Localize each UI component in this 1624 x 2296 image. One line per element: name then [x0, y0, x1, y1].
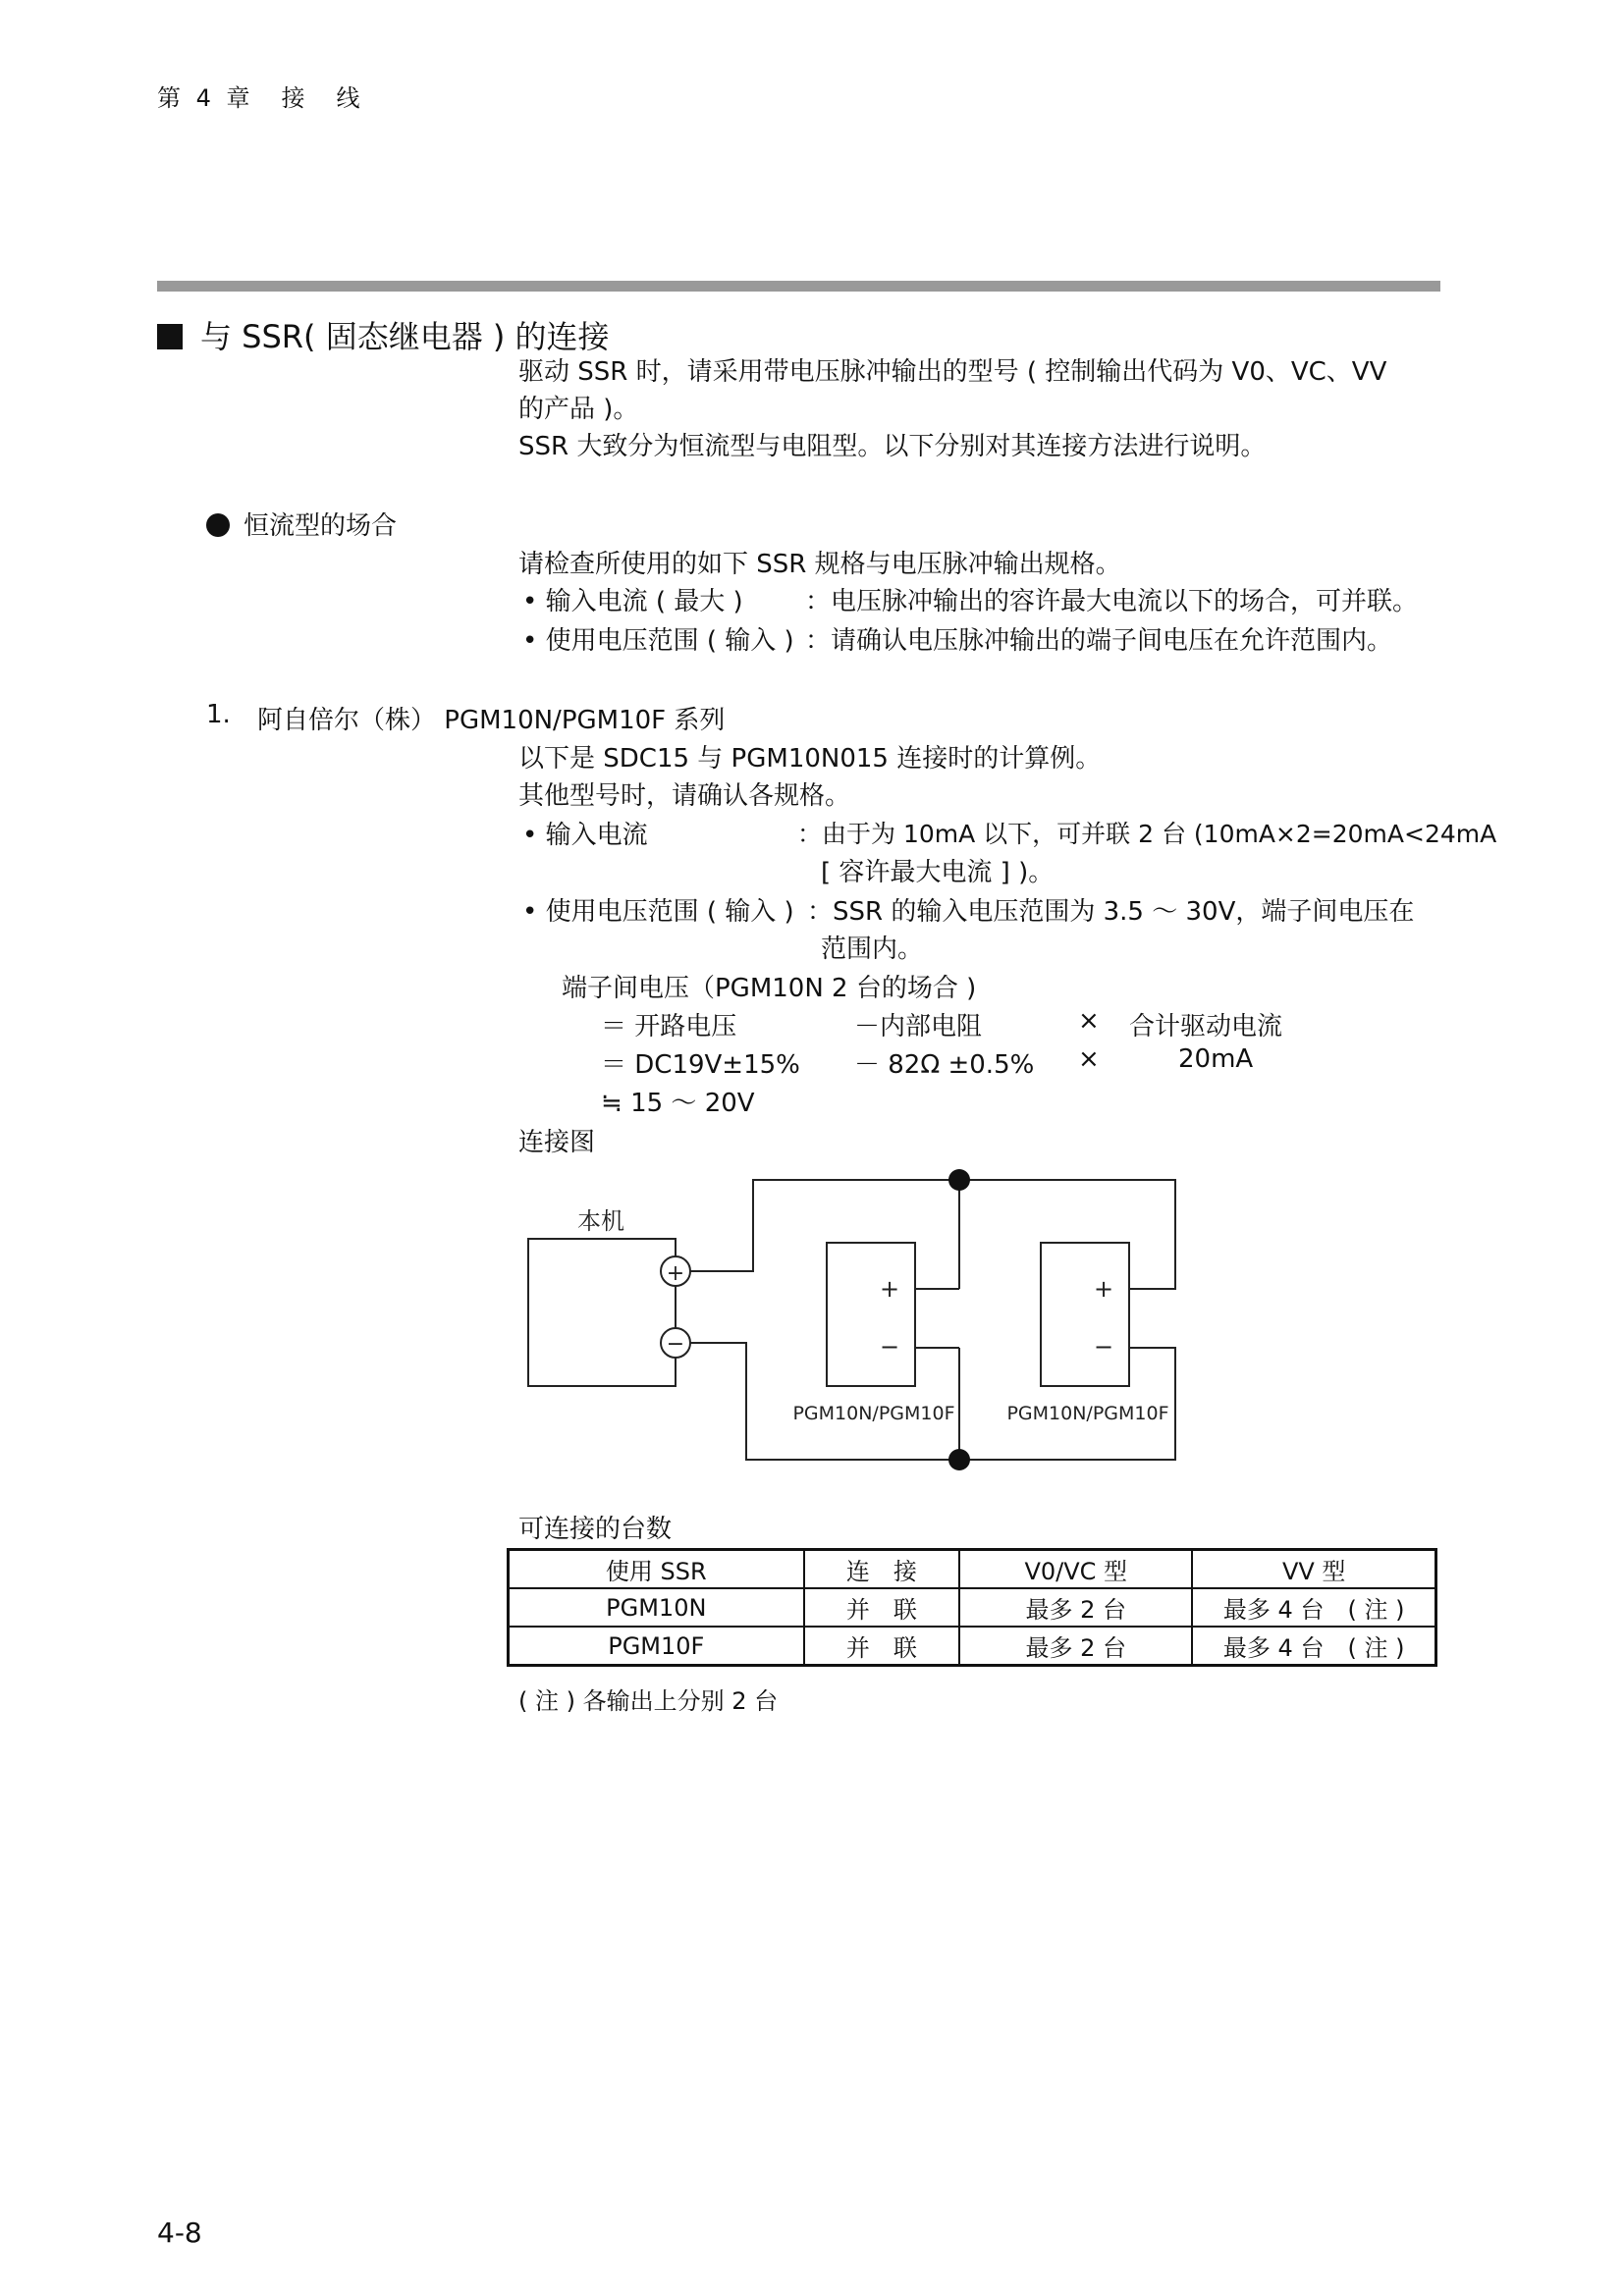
connection-diagram — [511, 1158, 1198, 1482]
calc-row2-a: ＝ DC19V±15% — [601, 1050, 800, 1080]
table-note: ( 注 ) 各输出上分别 2 台 — [518, 1687, 779, 1715]
calc-result: ≒ 15 ～ 20V — [601, 1089, 755, 1118]
table-cell: 并 联 — [804, 1627, 960, 1666]
table-cell: 最多 4 台 ( 注 ) — [1192, 1588, 1435, 1627]
voltage-label: • 使用电压范围 ( 输入 ) — [522, 897, 794, 927]
ssr2-plus-sign: + — [1093, 1275, 1114, 1303]
item-title: 阿自倍尔（株） PGM10N/PGM10F 系列 — [257, 706, 726, 735]
subsection-title — [206, 506, 397, 542]
table-header-cell: V0/VC 型 — [959, 1550, 1192, 1589]
current-text-1: ：由于为 10mA 以下，可并联 2 台 (10mA×2=20mA<24mA — [797, 820, 1497, 848]
calc-row1-a: ＝ 开路电压 — [601, 1012, 737, 1041]
voltage-text-1: ：SSR 的输入电压范围为 3.5 ～ 30V，端子间电压在 — [807, 897, 1415, 927]
item-line-2: 其他型号时，请确认各规格。 — [518, 781, 851, 811]
table-header-row — [509, 1550, 1436, 1589]
current-label: • 输入电流 — [522, 821, 648, 850]
ssr1-box — [827, 1243, 915, 1386]
subsection-title-text: 恒流型的场合 — [244, 511, 398, 541]
calc-row2-d: 20mA — [1178, 1044, 1254, 1074]
host-label: 本机 — [577, 1207, 624, 1235]
circle-bullet-icon — [206, 513, 230, 537]
item-number: 1. — [206, 700, 231, 729]
intro-line-1: 驱动 SSR 时，请采用带电压脉冲输出的型号 ( 控制输出代码为 V0、VC、VV — [518, 357, 1387, 387]
table-header-cell: 连 接 — [804, 1550, 960, 1589]
table-title: 可连接的台数 — [518, 1515, 673, 1544]
ssr2-minus-sign: − — [1093, 1333, 1114, 1361]
check-line: 请检查所使用的如下 SSR 规格与电压脉冲输出规格。 — [518, 550, 1121, 579]
intro-line-3: SSR 大致分为恒流型与电阻型。以下分别对其连接方法进行说明。 — [518, 432, 1267, 461]
item-line-1: 以下是 SDC15 与 PGM10N015 连接时的计算例。 — [518, 744, 1102, 774]
section-title-text: 与 SSR( 固态继电器 ) 的连接 — [200, 318, 610, 355]
bullet-current-text: ：电压脉冲输出的容许最大电流以下的场合，可并联。 — [805, 587, 1419, 616]
plus-wire — [677, 1180, 1175, 1289]
ssr1-label: PGM10N/PGM10F — [792, 1403, 955, 1424]
bullet-voltage-text: ：请确认电压脉冲输出的端子间电压在允许范围内。 — [805, 626, 1393, 656]
table-cell: 最多 2 台 — [959, 1627, 1192, 1666]
diagram-title: 连接图 — [518, 1128, 596, 1157]
host-minus-sign: − — [666, 1332, 685, 1357]
table-row — [509, 1627, 1436, 1666]
table-header-cell: VV 型 — [1192, 1550, 1435, 1589]
host-box — [528, 1239, 676, 1386]
calc-row2-b: － 82Ω ±0.5% — [854, 1050, 1035, 1080]
host-plus-sign: + — [666, 1261, 685, 1286]
ssr2-label: PGM10N/PGM10F — [1006, 1403, 1169, 1424]
calc-row2-c: × — [1078, 1044, 1100, 1074]
bullet-current-label: • 输入电流 ( 最大 ) — [522, 587, 743, 616]
junction-top-icon — [948, 1169, 970, 1191]
section-rule — [157, 281, 1440, 292]
table-cell: 最多 2 台 — [959, 1588, 1192, 1627]
ssr1-plus-sign: + — [879, 1275, 900, 1303]
calc-heading: 端子间电压（PGM10N 2 台的场合 ) — [562, 974, 977, 1003]
ssr2-box — [1041, 1243, 1129, 1386]
calc-row1-b: －内部电阻 — [854, 1012, 983, 1041]
table-cell: PGM10N — [509, 1588, 804, 1627]
table-header-cell: 使用 SSR — [509, 1550, 804, 1589]
voltage-text-2: 范围内。 — [821, 934, 924, 964]
square-bullet-icon — [157, 324, 183, 349]
table-cell: PGM10F — [509, 1627, 804, 1666]
ssr1-minus-sign: − — [879, 1333, 900, 1361]
table-cell: 并 联 — [804, 1588, 960, 1627]
table-row — [509, 1588, 1436, 1627]
bullet-voltage-label: • 使用电压范围 ( 输入 ) — [522, 626, 794, 656]
calc-row1-d: 合计驱动电流 — [1129, 1012, 1283, 1041]
calc-row1-c: × — [1078, 1006, 1100, 1036]
page-number: 4-8 — [157, 2216, 202, 2249]
current-text-2: [ 容许最大电流 ] )。 — [821, 858, 1055, 887]
ssr-count-table — [507, 1548, 1437, 1667]
intro-line-2: 的产品 )。 — [518, 395, 639, 424]
chapter-header: 第 4 章 接 线 — [157, 84, 364, 112]
junction-bottom-icon — [948, 1449, 970, 1470]
table-cell: 最多 4 台 ( 注 ) — [1192, 1627, 1435, 1666]
